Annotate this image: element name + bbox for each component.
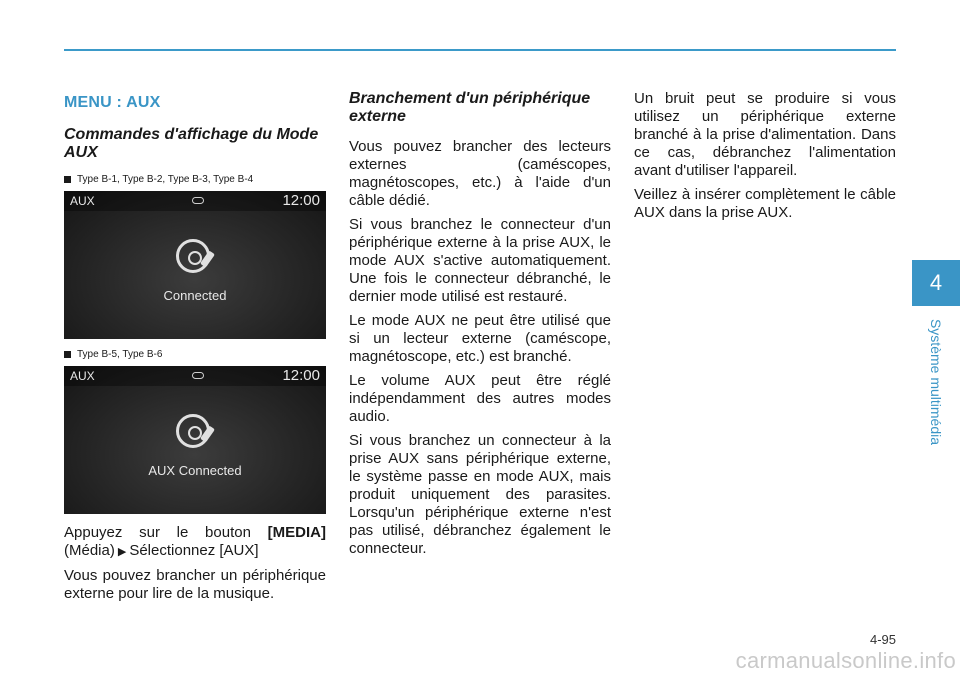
instruction-paragraph: Appuyez sur le bouton [MEDIA] (Média) ▶ Sélectionnez [AUX] <box>64 524 326 559</box>
square-bullet-icon <box>64 176 71 183</box>
type-label-1 <box>64 174 326 185</box>
watermark: carmanualsonline.info <box>735 648 956 673</box>
screen-clock: 12:00 <box>282 192 320 209</box>
chapter-number: 4 <box>929 270 943 295</box>
top-rule <box>64 49 896 51</box>
paragraph: Si vous branchez le connecteur d'un périphérique externe à la prise AUX, le mode AUX s'active automatiquement. Une fois le connecteur débranché, le dernier mode utilisé est restauré. <box>349 216 611 305</box>
screen-connection-status: AUX Connected <box>148 463 242 478</box>
type-label-text: Type B-5, Type B-6 <box>77 349 163 360</box>
external-device-heading: Branchement d'un périphérique externe <box>349 90 591 125</box>
screen-mode-label: AUX <box>70 194 95 208</box>
paragraph: Vous pouvez brancher des lecteurs externes (caméscopes, magnétoscopes, etc.) à l'aide d'un câble dédié. <box>349 138 611 209</box>
aux-small-icon <box>192 372 204 379</box>
page-number: 4-95 <box>869 632 896 647</box>
intro-paragraph: Vous pouvez brancher un périphérique externe pour lire de la musique. <box>64 567 326 602</box>
square-bullet-icon <box>64 351 71 358</box>
screen-connection-status: Connected <box>163 288 227 303</box>
paragraph: Si vous branchez un connecteur à la prise AUX sans périphérique externe, le système passe en mode AUX, mais produit uniquement des parasites. Lorsqu'un périphérique externe n'est pas utilisé, débranchez également le connecteur. <box>349 432 611 557</box>
arrow-right-icon: ▶ <box>117 546 127 558</box>
paragraph: Le mode AUX ne peut être utilisé que si un lecteur externe (caméscope, magnétoscope, etc.) est branché. <box>349 312 611 365</box>
screen-mode-label: AUX <box>70 369 95 383</box>
display-controls-heading: Commandes d'affichage du Mode AUX <box>64 126 319 161</box>
paragraph: Veillez à insérer complètement le câble AUX dans la prise AUX. <box>634 186 896 221</box>
menu-title: MENU : AUX <box>64 94 161 111</box>
chapter-label: Système multimédia <box>928 318 944 446</box>
screen-aux-connected-2 <box>64 366 326 514</box>
media-button-label: [MEDIA] <box>267 524 326 541</box>
column-right <box>634 90 896 228</box>
paragraph: Un bruit peut se produire si vous utilisez un périphérique externe branché à la prise d'alimentation. Dans ce cas, débranchez l'alimentation avant d'utiliser l'appareil. <box>634 90 896 179</box>
paragraph: Le volume AUX peut être réglé indépendamment des autres modes audio. <box>349 372 611 425</box>
column-middle <box>349 90 611 564</box>
aux-small-icon <box>192 197 204 204</box>
type-label-2 <box>64 349 326 360</box>
type-label-text: Type B-1, Type B-2, Type B-3, Type B-4 <box>77 174 254 185</box>
screen-clock: 12:00 <box>282 367 320 384</box>
column-left <box>64 90 326 609</box>
screen-aux-connected-1 <box>64 191 326 339</box>
